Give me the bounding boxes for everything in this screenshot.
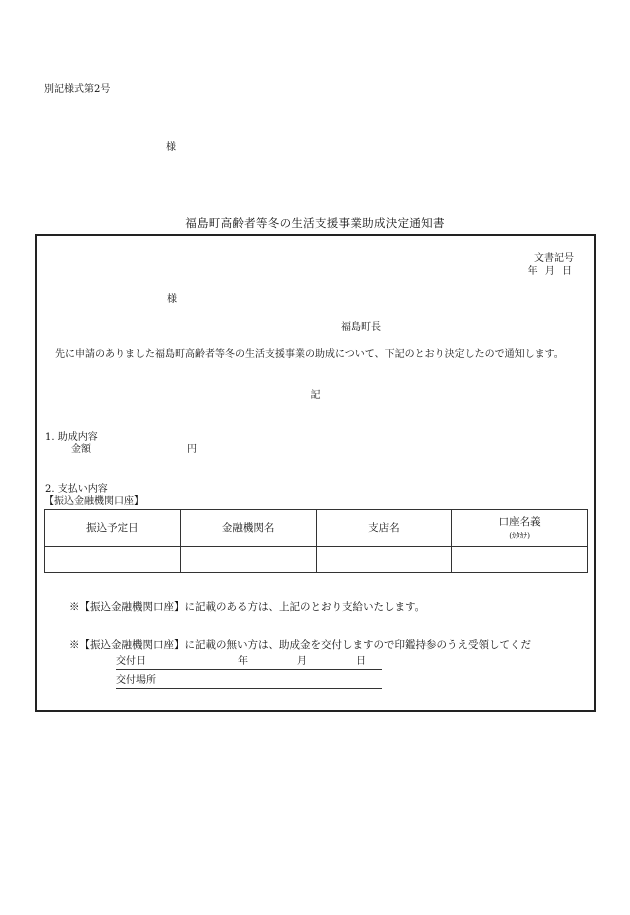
col-account-holder-kana: (ｶﾀｶﾅ)	[509, 530, 531, 540]
delivery-year-label: 年	[238, 656, 248, 667]
bank-account-heading: 【振込金融機関口座】	[44, 496, 144, 507]
addressee-suffix-top: 様	[166, 142, 176, 153]
notice-body: 先に申請のありました福島町高齢者等冬の生活支援事業の助成について、下記のとおり決定したので通知します。	[55, 349, 564, 360]
ki-marker: 記	[310, 390, 321, 401]
section2-heading: 2. 支払い内容	[45, 484, 108, 495]
delivery-month-label: 月	[297, 656, 307, 667]
delivery-date-line[interactable]	[116, 656, 382, 670]
delivery-place-line[interactable]	[116, 675, 382, 689]
bank-account-table	[44, 509, 588, 573]
delivery-date-label: 交付日	[116, 656, 146, 667]
cell-account-holder[interactable]	[452, 547, 588, 573]
date-label: 年 月 日	[527, 266, 574, 277]
document-number-label: 文書記号	[534, 253, 574, 264]
amount-unit: 円	[187, 444, 197, 455]
notice-frame	[35, 234, 596, 712]
delivery-place-label: 交付場所	[116, 675, 156, 686]
col-branch-name: 支店名	[316, 510, 452, 547]
col-account-holder	[452, 510, 588, 547]
note-without-account: ※【振込金融機関口座】に記載の無い方は、助成金を交付しますので印鑑持参のうえ受領してくだ	[69, 639, 531, 651]
delivery-day-label: 日	[356, 656, 366, 667]
col-bank-name: 金融機関名	[180, 510, 316, 547]
cell-branch-name[interactable]	[316, 547, 452, 573]
note-with-account: ※【振込金融機関口座】に記載のある方は、上記のとおり支給いたします。	[69, 601, 426, 613]
form-number: 別記様式第2号	[44, 84, 111, 95]
table-row	[45, 547, 588, 573]
col-account-holder-label: 口座名義	[498, 516, 541, 529]
table-header-row	[45, 510, 588, 547]
issuer: 福島町長	[341, 322, 381, 333]
cell-bank-name[interactable]	[180, 547, 316, 573]
document-title: 福島町高齢者等冬の生活支援事業助成決定通知書	[185, 216, 445, 230]
section1-heading: 1. 助成内容	[45, 432, 98, 443]
addressee-suffix: 様	[167, 294, 177, 305]
col-transfer-date: 振込予定日	[45, 510, 181, 547]
amount-label: 金額	[71, 444, 91, 455]
cell-transfer-date[interactable]	[45, 547, 181, 573]
